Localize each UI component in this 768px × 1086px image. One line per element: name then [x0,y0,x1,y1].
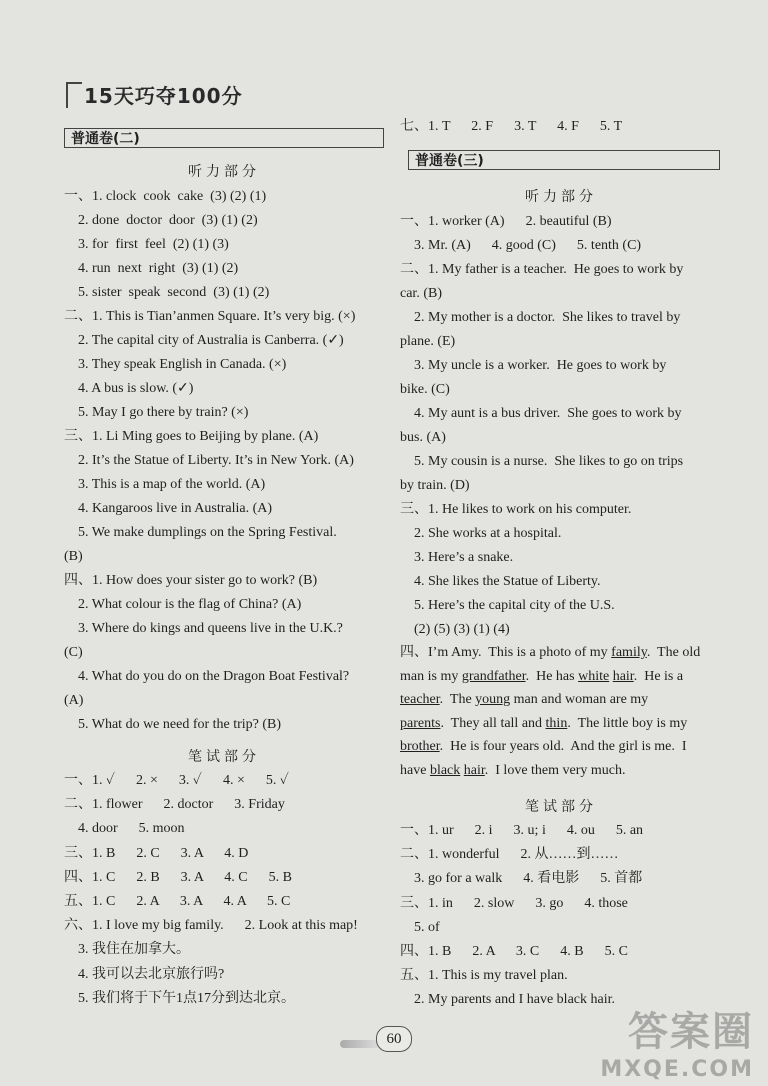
answer-line: 5. We make dumplings on the Spring Festival. [64,525,337,540]
answer-line: 3. Mr. (A) 4. good (C) 5. tenth (C) [400,238,642,253]
answer-line: 2. The capital city of Australia is Canberra. (✓) [64,333,344,348]
underlined-answer: black [429,762,461,778]
brand-corner-mark [66,82,82,108]
answer-line: 一、1. ur 2. i 3. u; i 4. ou 5. an [400,823,644,838]
answer-line: 五、1. This is my travel plan. [400,968,568,984]
answer-line: (2) (5) (3) (1) (4) [400,622,510,637]
watermark-top: 答案圈 [628,1009,754,1055]
answer-line: 3. Where do kings and queens live in the U.K.? [64,621,343,636]
paragraph-line [400,715,687,733]
answer-line: car. (B) [400,286,442,301]
answer-line: 三、1. Li Ming goes to Beijing by plane. (A) [64,429,319,444]
listening-title-3: 听力部分 [525,189,597,205]
answer-line: 3. Here’s a snake. [400,550,514,565]
pen-icon [340,1040,380,1048]
page-number: 60 [376,1026,412,1052]
answer-line: 3. 我住在加拿大。 [64,942,190,958]
paragraph-text: . They all tall and [440,715,546,731]
brand-logo [66,80,243,109]
answer-line: 5. of [400,919,440,935]
underlined-answer: young [475,692,511,707]
answer-line: 4. A bus is slow. (✓) [64,381,194,396]
paragraph-text: . He has [525,668,579,684]
underlined-answer: thin [545,715,568,731]
answer-line: 二、1. flower 2. doctor 3. Friday [64,797,285,813]
answer-line: (B) [64,549,83,564]
answer-line: 2. It’s the Statue of Liberty. It’s in New York. (A) [64,453,354,468]
answer-line: 5. 我们将于下午1点17分到达北京。 [64,990,295,1006]
answer-line: 三、1. in 2. slow 3. go 4. those [400,895,628,911]
answer-line: 5. What do we need for the trip? (B) [64,717,282,732]
answer-line: 四、1. How does your sister go to work? (B) [64,573,318,588]
paragraph-text: man is my [400,668,462,684]
paragraph-line [400,644,700,662]
paragraph-text: have [400,762,430,778]
underlined-answer: hair [463,762,485,778]
answer-line: 4. What do you do on the Dragon Boat Festival? [64,669,350,684]
answer-line: 2. What colour is the flag of China? (A) [64,597,302,612]
section-header-2: 普通卷(二) [64,128,384,148]
answer-line: 4. 我可以去北京旅行吗? [64,966,225,982]
answer-line: plane. (E) [400,334,456,349]
underlined-answer: parents [400,715,441,731]
answer-line: 5. Here’s the capital city of the U.S. [400,598,615,613]
answer-line: 2. done doctor door (3) (1) (2) [64,213,258,228]
answer-line: 4. She likes the Statue of Liberty. [400,574,601,589]
paragraph-text: man and woman are my [510,692,649,707]
answer-line: 4. Kangaroos live in Australia. (A) [64,501,273,516]
answer-line: 四、1. C 2. B 3. A 4. C 5. B [64,869,292,885]
answer-line: by train. (D) [400,478,470,493]
answer-line: 2. My mother is a doctor. She likes to travel by [400,310,681,325]
paragraph-line [400,668,683,686]
paragraph-text: . The old [646,645,701,660]
brand-title: 15天巧夺100分 [84,84,243,108]
paragraph-text: . He is four years old. And the girl is me. I [439,739,687,754]
watermark-bottom: MXQE.COM [600,1057,754,1082]
paragraph-text: . The little boy is my [567,715,688,731]
underlined-answer: teacher [400,692,440,707]
answer-line: 2. She works at a hospital. [400,526,562,541]
answer-line: 5. My cousin is a nurse. She likes to go on trips [400,454,684,469]
answer-line: 二、1. My father is a teacher. He goes to work by [400,262,684,277]
paragraph-text: . The [439,692,476,707]
answer-line: bus. (A) [400,430,446,445]
answer-line: 四、1. B 2. A 3. C 4. B 5. C [400,944,628,959]
answer-line: 一、1. worker (A) 2. beautiful (B) [400,214,612,229]
answer-line: (A) [64,693,84,708]
written-title-3: 笔试部分 [525,799,597,815]
paragraph-line [400,738,687,756]
underlined-answer: white [578,668,610,684]
paragraph-text: . He is a [633,668,684,684]
answer-line: 5. May I go there by train? (×) [64,405,249,420]
answer-line: 一、1. clock cook cake (3) (2) (1) [64,189,267,204]
answer-line: 4. door 5. moon [64,821,185,837]
underlined-answer: family [611,645,647,660]
answer-line: 3. They speak English in Canada. (×) [64,357,287,372]
answer-line: bike. (C) [400,382,450,397]
answer-line: 4. run next right (3) (1) (2) [64,261,239,276]
answer-line: 六、1. I love my big family. 2. Look at this map! [64,918,358,934]
answer-line: 3. go for a walk 4. 看电影 5. 首都 [400,871,643,887]
paragraph-text: . I love them very much. [484,762,626,778]
answer-line: 二、1. This is Tian’anmen Square. It’s very big. (×) [64,309,356,324]
watermark [600,1000,754,1082]
answer-line: 3. for first feel (2) (1) (3) [64,237,229,252]
answer-line: 2. My parents and I have black hair. [400,992,615,1008]
answer-line: (C) [64,645,83,660]
underlined-answer: hair [612,668,634,684]
answer-line: 二、1. wonderful 2. 从……到…… [400,847,619,863]
answer-line: 一、1. ✓ 2. × 3. ✓ 4. × 5. ✓ [64,773,289,788]
answer-line: 4. My aunt is a bus driver. She goes to work by [400,406,682,421]
answer-line: 五、1. C 2. A 3. A 4. A 5. C [64,894,291,909]
answer-line: 3. This is a map of the world. (A) [64,477,266,492]
answer-line: 三、1. He likes to work on his computer. [400,502,632,517]
paragraph-text: 四、I’m Amy. This is a photo of my [400,645,612,660]
answer-line: 七、1. T 2. F 3. T 4. F 5. T [400,119,623,134]
paragraph-line [400,762,626,780]
section-header-3: 普通卷(三) [408,150,720,170]
underlined-answer: brother [400,739,440,754]
underlined-answer: grandfather [461,668,526,684]
answer-line: 三、1. B 2. C 3. A 4. D [64,845,249,861]
answer-line: 3. My uncle is a worker. He goes to work by [400,358,667,373]
listening-title-2: 听力部分 [188,164,260,180]
answer-line: 5. sister speak second (3) (1) (2) [64,285,270,300]
written-title-2: 笔试部分 [188,749,260,765]
paragraph-line [400,691,648,709]
